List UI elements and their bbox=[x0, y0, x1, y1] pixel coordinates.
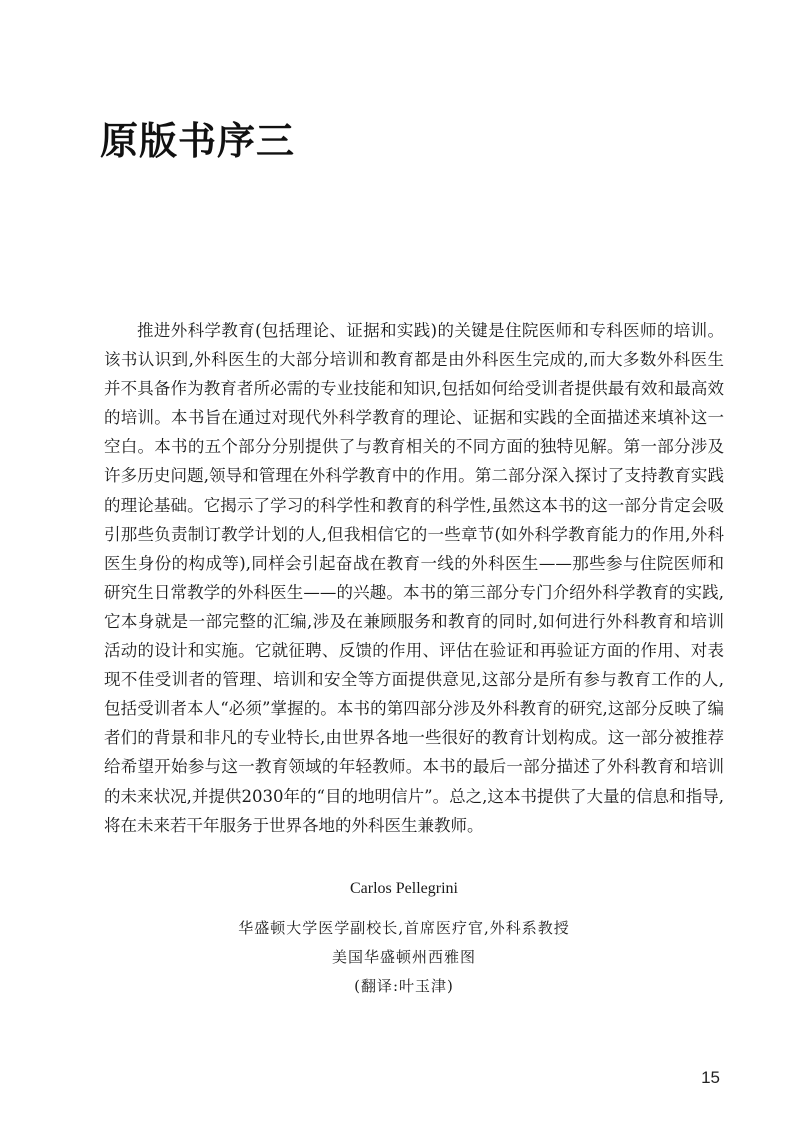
page-number: 15 bbox=[701, 1068, 720, 1087]
author-name: Carlos Pellegrini bbox=[350, 880, 458, 897]
author-title: 华盛顿大学医学副校长,首席医疗官,外科系教授 bbox=[238, 919, 570, 937]
preface-paragraph: 推进外科学教育(包括理论、证据和实践)的关键是住院医师和专科医师的培训。该书认识到,外科医生的大部分培训和教育都是由外科医生完成的,而大多数外科医生并不具备作为教育者所必需的专业技能和知识,包括如何给受训者提供最有效和最高效的培训。本书旨在通过对现代外科学教育的理论、证据和实践的全面描述来填补这一空白。本书的五个部分分别提供了与教育相关的不同方面的独特见解。第一部分涉及许多历史问题,领导和管理在外科学教育中的作用。第二部分深入探讨了支持教育实践的理论基础。它揭示了学习的科学性和教育的科学性,虽然这本书的这一部分肯定会吸引那些负责制订教学计划的人,但我相信它的一些章节(如外科学教育能力的作用,外科医生身份的构成等),同样会引起奋战在教育一线的外科医生——那些参与住院医师和研究生日常教学的外科医生——的兴趣。本书的第三部分专门介绍外科学教育的实践,它本身就是一部完整的汇编,涉及在兼顾服务和教育的同时,如何进行外科教育和培训活动的设计和实施。它就征聘、反馈的作用、评估在验证和再验证方面的作用、对表现不佳受训者的管理、培训和安全等方面提供意见,这部分是所有参与教育工作的人,包括受训者本人“必须”掌握的。本书的第四部分涉及外科教育的研究,这部分反映了编者们的背景和非凡的专业特长,由世界各地一些很好的教育计划构成。这一部分被推荐给希望开始参与这一教育领域的年轻教师。本书的最后一部分描述了外科教育和培训的未来状况,并提供2030年的“目的地明信片”。总之,这本书提供了大量的信息和指导,将在未来若干年服务于世界各地的外科医生兼教师。 bbox=[104, 321, 724, 835]
author-location: 美国华盛顿州西雅图 bbox=[331, 948, 476, 966]
translator-credit: (翻译:叶玉津) bbox=[354, 977, 454, 995]
chapter-title: 原版书序三 bbox=[100, 118, 296, 163]
